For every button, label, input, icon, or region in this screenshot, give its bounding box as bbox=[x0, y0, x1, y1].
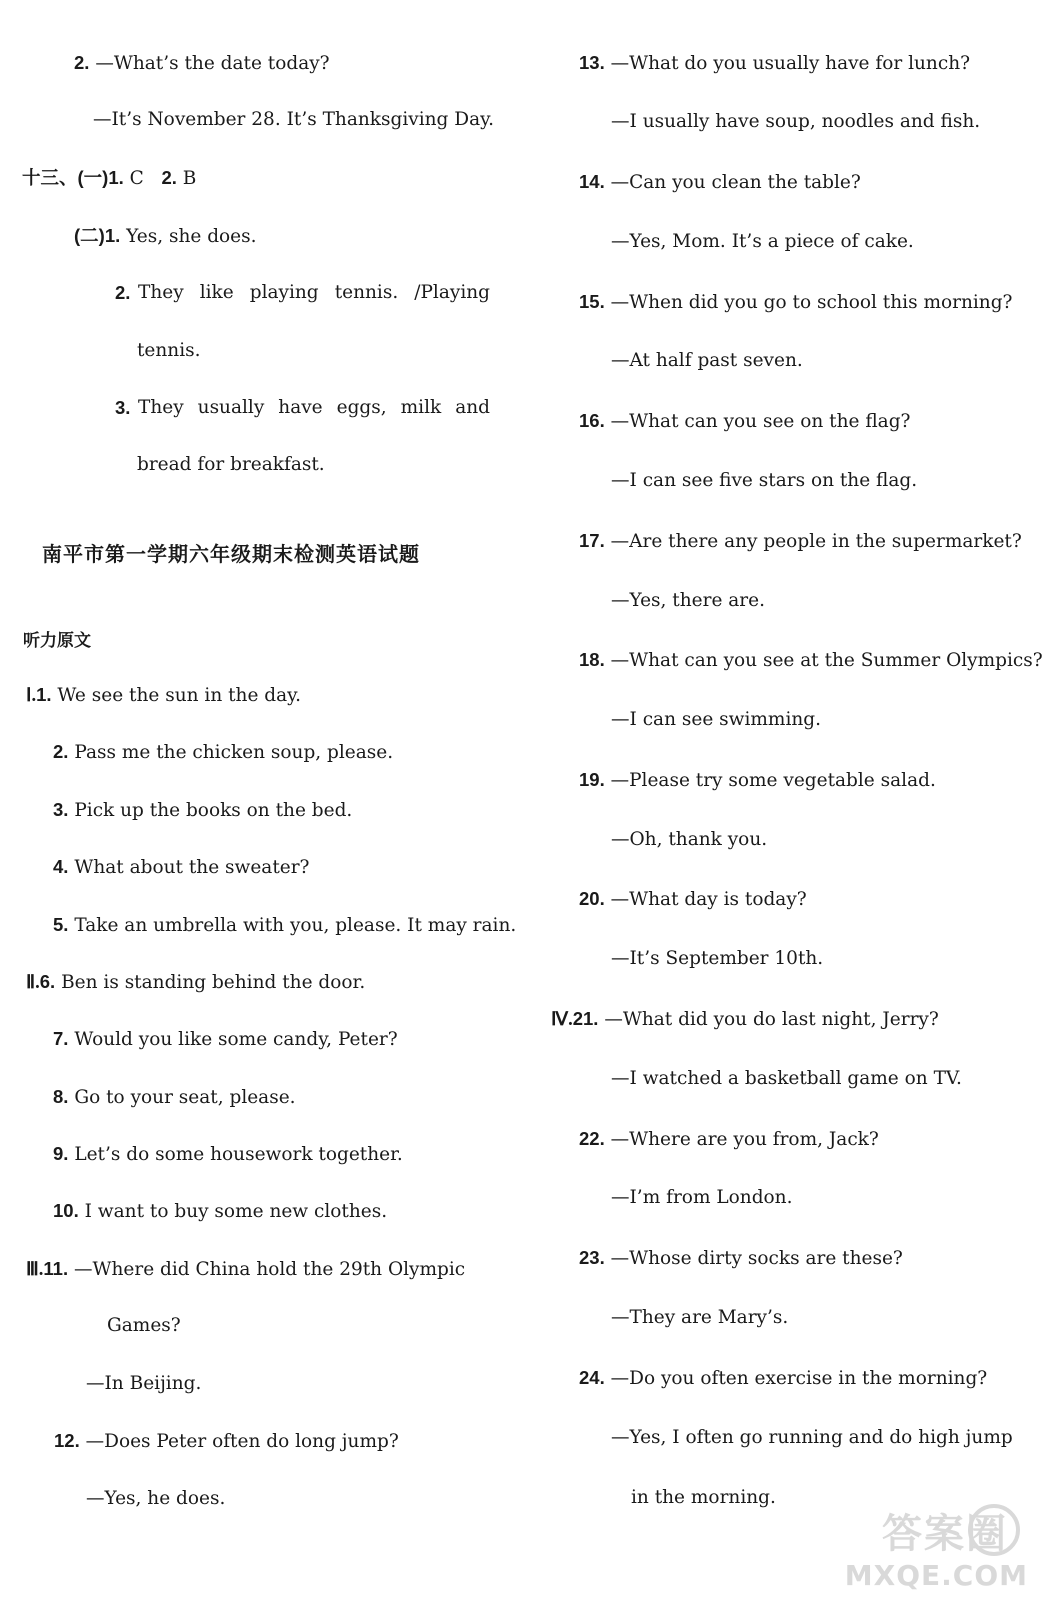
part3-q12-question bbox=[54, 1429, 399, 1454]
dialogue-13-answer: —I usually have soup, noodles and fish. bbox=[611, 111, 981, 132]
item-number: 1. bbox=[108, 167, 124, 188]
part2-item-10 bbox=[53, 1199, 387, 1224]
part-label: Ⅱ. bbox=[26, 973, 40, 993]
item-number: 19. bbox=[579, 769, 605, 790]
answer-text: —It’s November 28. It’s Thanksgiving Day. bbox=[93, 109, 494, 130]
question-text: —What day is today? bbox=[610, 889, 807, 910]
item-number: 7. bbox=[53, 1028, 69, 1049]
item-number: 20. bbox=[579, 888, 605, 909]
dialogue-23-question bbox=[579, 1246, 903, 1271]
item-number: 15. bbox=[579, 291, 605, 312]
item-number: 23. bbox=[579, 1247, 605, 1268]
question-text: —What can you see at the Summer Olympics? bbox=[610, 650, 1043, 671]
part3-q11-line2: Games? bbox=[107, 1315, 181, 1336]
item-number: 9. bbox=[53, 1143, 69, 1164]
question-text: —What’s the date today? bbox=[95, 53, 330, 74]
item-number: 1. bbox=[104, 225, 121, 246]
item-number: 10. bbox=[53, 1200, 79, 1221]
question-text: —Are there any people in the supermarket? bbox=[610, 531, 1022, 552]
dialogue-14-question bbox=[579, 170, 861, 195]
item-number: 21. bbox=[572, 1008, 599, 1029]
item-number: 13. bbox=[579, 52, 605, 73]
question-text: —Where did China hold the 29th Olympic bbox=[73, 1259, 466, 1280]
dialogue-21-answer: —I watched a basketball game on TV. bbox=[611, 1068, 962, 1089]
item-number: 11. bbox=[43, 1258, 69, 1279]
part2-item-8 bbox=[53, 1085, 296, 1110]
item-text: Pick up the books on the bed. bbox=[74, 800, 353, 821]
item-number: 3. bbox=[53, 799, 69, 820]
item-text: Go to your seat, please. bbox=[74, 1087, 296, 1108]
part1-item-3 bbox=[53, 798, 352, 823]
q2-answer-line bbox=[93, 108, 494, 132]
dialogue-18-answer: —I can see swimming. bbox=[611, 709, 822, 730]
dialogue-13-question bbox=[579, 51, 970, 76]
item-number: 2. bbox=[115, 282, 131, 303]
item-number: 4. bbox=[53, 856, 69, 877]
b2-line2: tennis. bbox=[137, 340, 201, 361]
dialogue-17-question bbox=[579, 529, 1022, 554]
item-text: What about the sweater? bbox=[74, 857, 310, 878]
part3-q11-answer: —In Beijing. bbox=[86, 1373, 202, 1394]
b3-line2: bread for breakfast. bbox=[137, 454, 325, 475]
part3-q11-line1 bbox=[26, 1257, 465, 1282]
watermark-logo bbox=[838, 1502, 1028, 1592]
question-text: —Do you often exercise in the morning? bbox=[610, 1368, 988, 1389]
q2-question-line bbox=[74, 51, 330, 76]
part1-item-4 bbox=[53, 855, 309, 880]
item-number: 8. bbox=[53, 1086, 69, 1107]
dialogue-24-answer-line2: in the morning. bbox=[631, 1487, 776, 1508]
item-number: 14. bbox=[579, 171, 605, 192]
question-text: —When did you go to school this morning? bbox=[610, 292, 1013, 313]
question-text: —Does Peter often do long jump? bbox=[85, 1431, 399, 1452]
dialogue-15-question bbox=[579, 290, 1012, 315]
part-label: Ⅲ. bbox=[26, 1260, 44, 1280]
dialogue-24-answer-line1: —Yes, I often go running and do high jump bbox=[611, 1427, 1013, 1448]
part2-item-7 bbox=[53, 1027, 398, 1052]
part3-q12-answer: —Yes, he does. bbox=[86, 1488, 226, 1509]
item-number: 12. bbox=[54, 1430, 80, 1451]
part1-item-2 bbox=[53, 740, 393, 765]
answer-value: C bbox=[129, 168, 144, 189]
item-number: 22. bbox=[579, 1128, 605, 1149]
question-text: —Please try some vegetable salad. bbox=[610, 770, 936, 791]
item-text: Take an umbrella with you, please. It may rain. bbox=[74, 915, 517, 936]
section-13-line bbox=[22, 166, 196, 191]
dialogue-14-answer: —Yes, Mom. It’s a piece of cake. bbox=[611, 231, 914, 252]
item-text: We see the sun in the day. bbox=[57, 685, 302, 706]
item-number: 5. bbox=[53, 914, 69, 935]
question-text: —Whose dirty socks are these? bbox=[610, 1248, 903, 1269]
answer-value: B bbox=[182, 168, 197, 189]
item-number: 1. bbox=[36, 684, 52, 705]
dialogue-21-question bbox=[551, 1007, 939, 1032]
dialogue-19-answer: —Oh, thank you. bbox=[611, 829, 768, 850]
dialogue-23-answer: —They are Mary’s. bbox=[611, 1307, 789, 1328]
question-text: —What did you do last night, Jerry? bbox=[604, 1009, 939, 1030]
listening-title: 听力原文 bbox=[23, 631, 91, 651]
b2-line1: They like playing tennis. /Playing bbox=[138, 282, 490, 303]
item-number: 2. bbox=[53, 741, 69, 762]
item-number: 17. bbox=[579, 530, 605, 551]
b2-number bbox=[115, 281, 130, 306]
question-text: —What can you see on the flag? bbox=[610, 411, 911, 432]
b3-line1: They usually have eggs, milk and bbox=[138, 397, 490, 418]
section-13-part2-line bbox=[74, 224, 257, 249]
question-text: —Can you clean the table? bbox=[610, 172, 861, 193]
item-text: Let’s do some housework together. bbox=[74, 1144, 403, 1165]
item-number: 24. bbox=[579, 1367, 605, 1388]
item-number: 18. bbox=[579, 649, 605, 670]
section-label: (二) bbox=[74, 225, 105, 246]
dialogue-15-answer: —At half past seven. bbox=[611, 350, 803, 371]
part2-item-6 bbox=[26, 970, 365, 995]
dialogue-20-answer: —It’s September 10th. bbox=[611, 948, 824, 969]
part1-item-5 bbox=[53, 913, 516, 938]
item-text: I want to buy some new clothes. bbox=[84, 1201, 388, 1222]
item-number: 2. bbox=[74, 52, 90, 73]
exam-title: 南平市第一学期六年级期末检测英语试题 bbox=[42, 542, 420, 566]
question-text: —What do you usually have for lunch? bbox=[610, 53, 971, 74]
question-text: —Where are you from, Jack? bbox=[610, 1129, 879, 1150]
dialogue-18-question bbox=[579, 648, 1043, 673]
part1-item-1 bbox=[26, 683, 301, 708]
section-label: 十三、(一) bbox=[22, 167, 109, 188]
item-number: 3. bbox=[115, 397, 131, 418]
dialogue-19-question bbox=[579, 768, 936, 793]
answer-text: Yes, she does. bbox=[126, 226, 257, 247]
dialogue-24-question bbox=[579, 1366, 987, 1391]
watermark-bottom-text: MXQE.COM bbox=[844, 1559, 1028, 1592]
item-text: Pass me the chicken soup, please. bbox=[74, 742, 394, 763]
item-number: 2. bbox=[161, 167, 177, 188]
item-text: Ben is standing behind the door. bbox=[61, 972, 366, 993]
item-text: Would you like some candy, Peter? bbox=[74, 1029, 398, 1050]
dialogue-17-answer: —Yes, there are. bbox=[611, 590, 765, 611]
part2-item-9 bbox=[53, 1142, 403, 1167]
part-label: Ⅳ. bbox=[551, 1010, 573, 1030]
item-number: 16. bbox=[579, 410, 605, 431]
dialogue-16-answer: —I can see five stars on the flag. bbox=[611, 470, 918, 491]
dialogue-22-answer: —I’m from London. bbox=[611, 1187, 793, 1208]
watermark-top-text: 答案圈 bbox=[882, 1511, 1008, 1557]
part-label: Ⅰ. bbox=[26, 686, 37, 706]
dialogue-16-question bbox=[579, 409, 910, 434]
item-number: 6. bbox=[39, 971, 56, 992]
dialogue-22-question bbox=[579, 1127, 879, 1152]
dialogue-20-question bbox=[579, 887, 807, 912]
b3-number bbox=[115, 396, 130, 421]
